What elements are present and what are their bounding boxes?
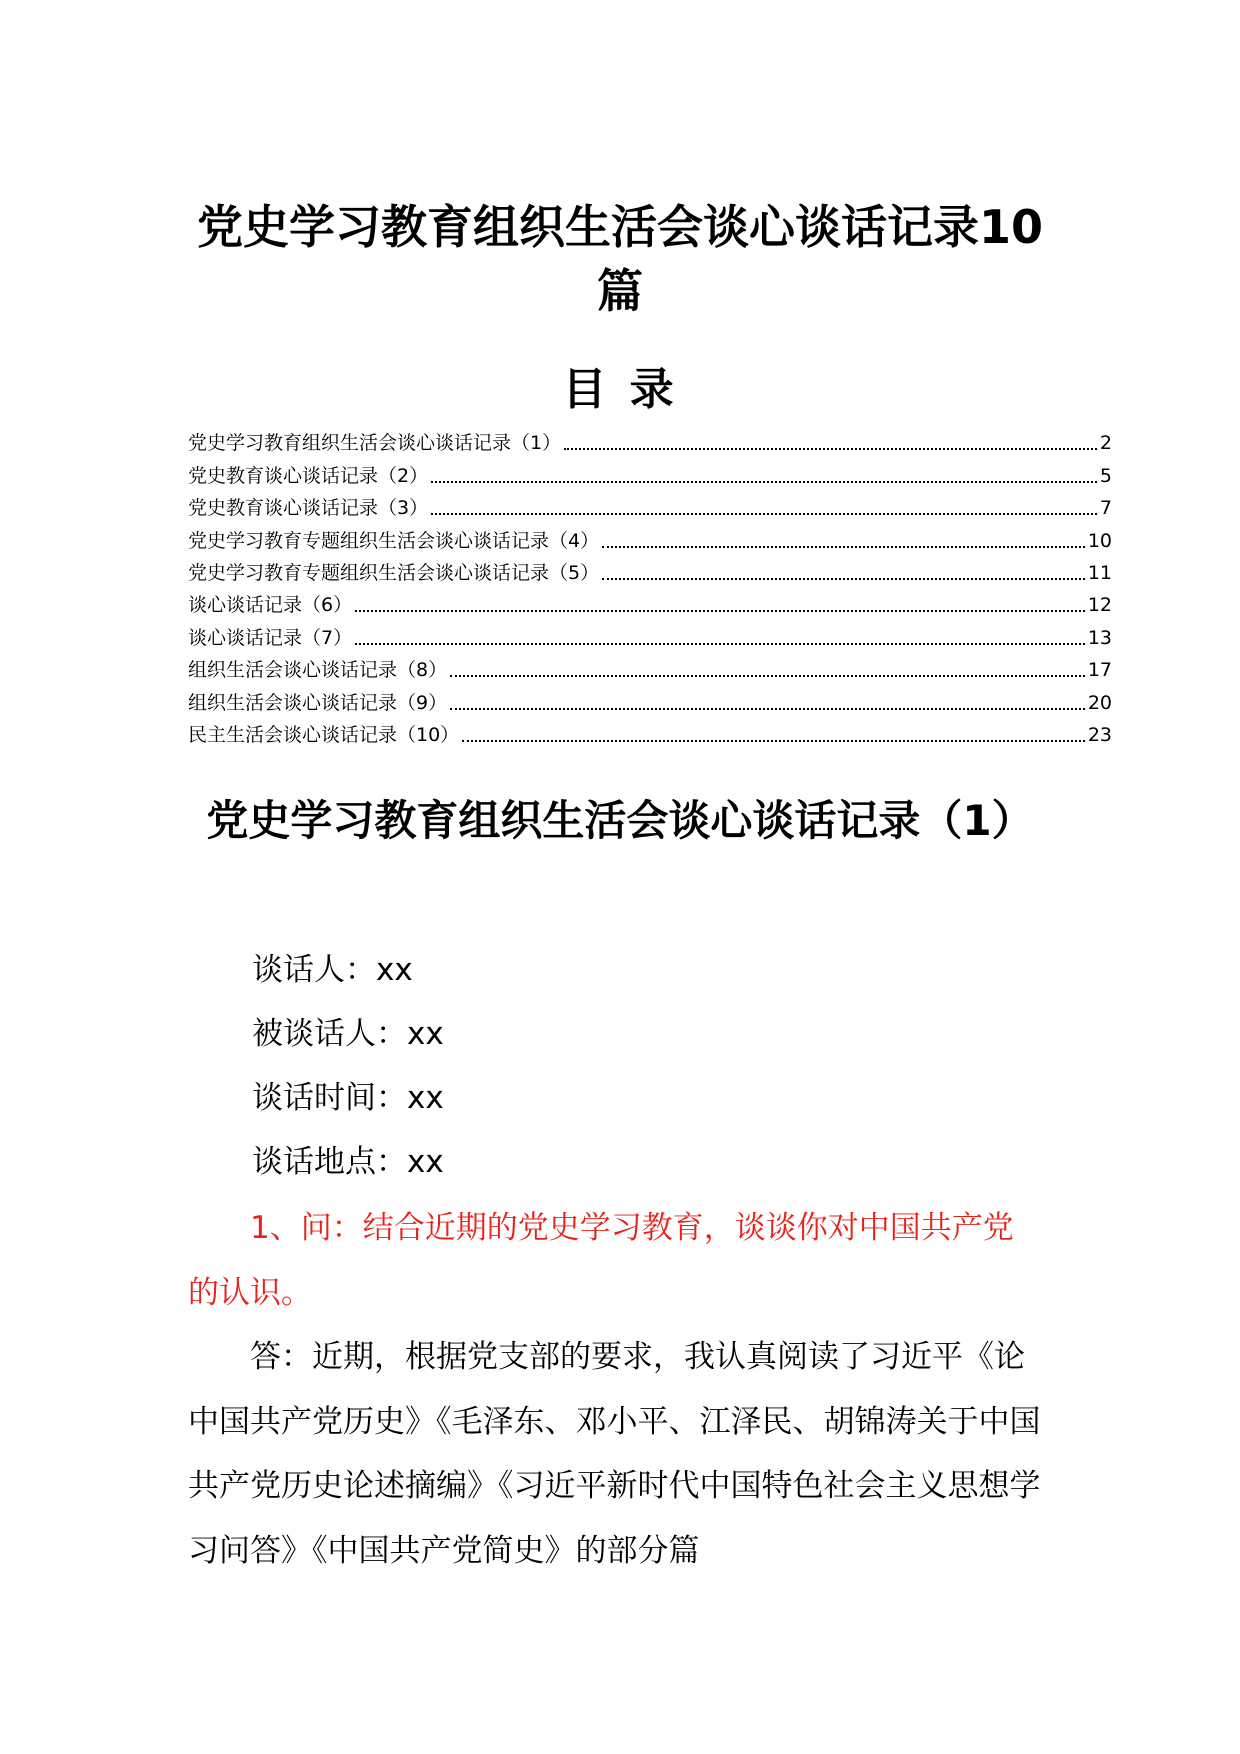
document-title: 党史学习教育组织生活会谈心谈话记录10篇 — [196, 200, 1043, 318]
meta-value: xx — [407, 1016, 444, 1052]
toc-entry-page: 5 — [1099, 464, 1112, 487]
toc-entry-2[interactable] — [188, 456, 1112, 488]
toc-leader-dots — [431, 513, 1097, 515]
toc-leader-dots — [602, 546, 1085, 548]
meta-label: 谈话地点： — [252, 1144, 407, 1180]
toc-leader-dots — [450, 675, 1085, 677]
toc-leader-dots — [450, 708, 1085, 710]
meta-label: 谈话时间： — [252, 1080, 407, 1116]
meta-value: xx — [407, 1144, 444, 1180]
toc-leader-dots — [355, 610, 1085, 612]
toc-entry-label: 民主生活会谈心谈话记录（10） — [188, 723, 460, 746]
toc-entry-label: 党史教育谈心谈话记录（3） — [188, 497, 429, 520]
toc-entry-4[interactable] — [188, 521, 1112, 553]
toc-leader-dots — [462, 740, 1085, 742]
toc-entry-page: 12 — [1087, 594, 1112, 617]
toc-entry-label: 党史学习教育组织生活会谈心谈话记录（1） — [188, 432, 562, 455]
toc-entry-page: 11 — [1087, 561, 1112, 584]
toc-entry-1[interactable] — [188, 424, 1112, 456]
section-title: 党史学习教育组织生活会谈心谈话记录（1） — [206, 796, 1034, 845]
toc-entry-page: 10 — [1087, 529, 1112, 552]
toc-entry-3[interactable] — [188, 489, 1112, 521]
meta-interviewer — [252, 950, 413, 990]
toc-entry-6[interactable] — [188, 586, 1112, 618]
toc-entry-page: 7 — [1099, 497, 1112, 520]
toc-leader-dots — [602, 578, 1085, 580]
meta-value: xx — [376, 952, 413, 988]
toc-entry-label: 谈心谈话记录（6） — [188, 594, 353, 617]
toc-heading: 目 录 — [562, 364, 678, 415]
toc-entry-page: 17 — [1087, 659, 1112, 682]
toc-entry-page: 2 — [1099, 432, 1112, 455]
toc-entry-label: 党史教育谈心谈话记录（2） — [188, 464, 429, 487]
meta-value: xx — [407, 1080, 444, 1116]
toc-leader-dots — [355, 643, 1085, 645]
toc-entry-page: 20 — [1087, 691, 1112, 714]
question-paragraph: 1、问：结合近期的党史学习教育，谈谈你对中国共产党的认识。 — [188, 1210, 1014, 1311]
toc-entry-label: 党史学习教育专题组织生活会谈心谈话记录（4） — [188, 529, 600, 552]
meta-label: 被谈话人： — [252, 1016, 407, 1052]
toc-entry-label: 组织生活会谈心谈话记录（9） — [188, 691, 448, 714]
meta-interviewee — [252, 1014, 444, 1054]
toc-entry-5[interactable] — [188, 554, 1112, 586]
toc-entry-page: 23 — [1087, 723, 1112, 746]
answer-paragraph: 答：近期，根据党支部的要求，我认真阅读了习近平《论中国共产党历史》《毛泽东、邓小平、江泽民、胡锦涛关于中国共产党历史论述摘编》《习近平新时代中国特色社会主义思想学习问答》《中国共产党简史》的部分篇 — [188, 1339, 1041, 1569]
toc-entry-label: 谈心谈话记录（7） — [188, 626, 353, 649]
meta-time — [252, 1078, 444, 1118]
toc-entry-10[interactable] — [188, 716, 1112, 748]
toc-entry-label: 组织生活会谈心谈话记录（8） — [188, 659, 448, 682]
toc-entry-page: 13 — [1087, 626, 1112, 649]
toc-entry-9[interactable] — [188, 683, 1112, 715]
toc-leader-dots — [431, 481, 1097, 483]
toc-entry-8[interactable] — [188, 651, 1112, 683]
meta-location — [252, 1142, 444, 1182]
toc-entry-7[interactable] — [188, 618, 1112, 650]
toc-entry-label: 党史学习教育专题组织生活会谈心谈话记录（5） — [188, 561, 600, 584]
toc-leader-dots — [564, 448, 1097, 450]
table-of-contents — [188, 424, 1112, 748]
meta-label: 谈话人： — [252, 952, 376, 988]
